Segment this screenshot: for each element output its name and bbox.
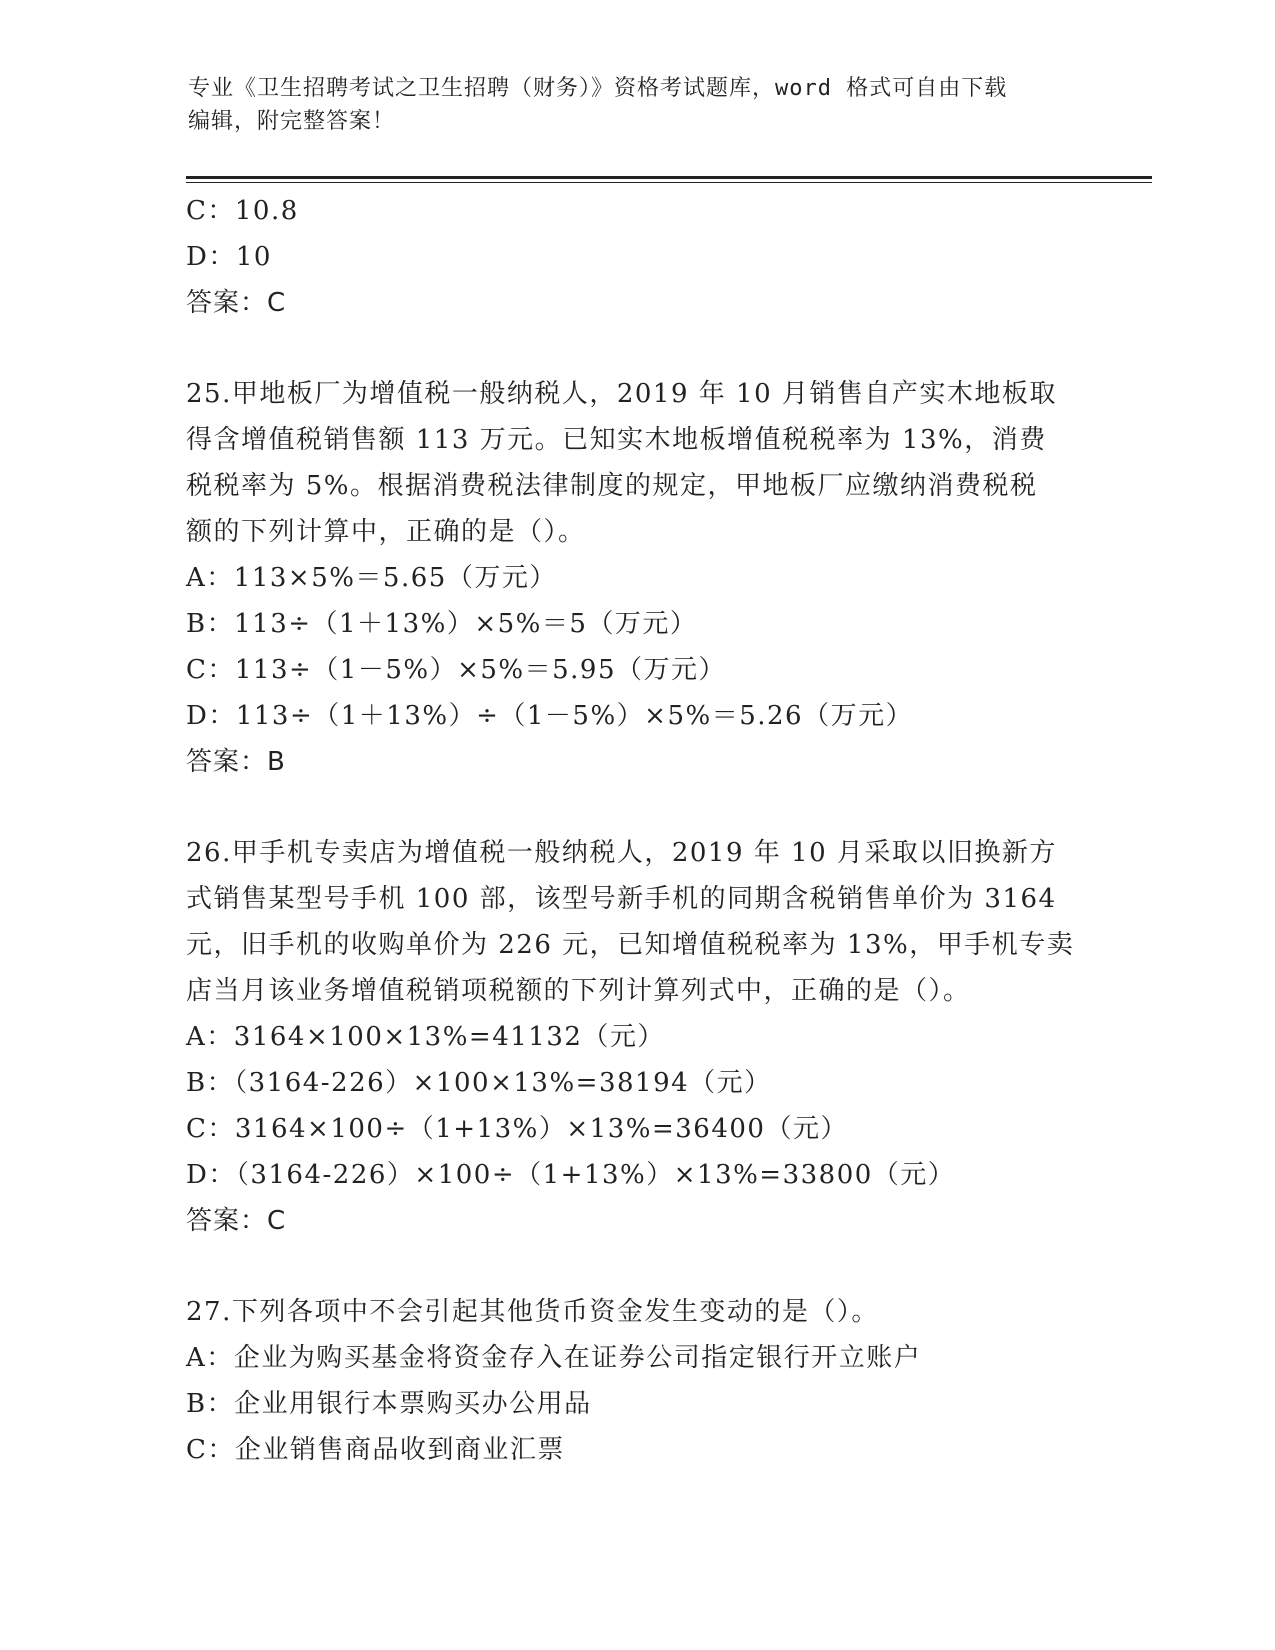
option-c: C：113÷（1－5%）×5%＝5.95（万元） — [186, 655, 727, 685]
header-rule-thin — [186, 182, 1152, 183]
option-d: D：10 — [186, 242, 272, 272]
question-block-26 — [186, 830, 1086, 1244]
option-c: C：3164×100÷（1+13%）×13%=36400（元） — [186, 1114, 848, 1144]
question-stem-line: 店当月该业务增值税销项税额的下列计算列式中，正确的是（）。 — [186, 976, 971, 1006]
option-d: D：（3164-226）×100÷（1+13%）×13%=33800（元） — [186, 1160, 956, 1190]
question-stem-line: 额的下列计算中，正确的是（）。 — [186, 517, 586, 547]
question-stem-line: 26.甲手机专卖店为增值税一般纳税人，2019 年 10 月采取以旧换新方 — [186, 838, 1057, 868]
question-stem-line: 27.下列各项中不会引起其他货币资金发生变动的是（）。 — [186, 1297, 879, 1327]
header-line-2: 编辑，附完整答案！ — [188, 109, 396, 134]
option-a: A：企业为购买基金将资金存入在证券公司指定银行开立账户 — [186, 1343, 922, 1373]
question-stem-line: 得含增值税销售额 113 万元。已知实木地板增值税税率为 13%，消费 — [186, 425, 1047, 455]
option-d: D：113÷（1＋13%）÷（1－5%）×5%＝5.26（万元） — [186, 701, 914, 731]
document-header — [188, 72, 1068, 138]
header-line-1: 专业《卫生招聘考试之卫生招聘（财务）》资格考试题库，word 格式可自由下载 — [188, 76, 1008, 101]
question-block-24 — [186, 188, 1086, 326]
option-b: B：企业用银行本票购买办公用品 — [186, 1389, 592, 1419]
question-stem-line: 25.甲地板厂为增值税一般纳税人，2019 年 10 月销售自产实木地板取 — [186, 379, 1057, 409]
question-stem-line: 税税率为 5%。根据消费税法律制度的规定，甲地板厂应缴纳消费税税 — [186, 471, 1038, 501]
question-content — [186, 188, 1086, 1473]
option-b: B：（3164-226）×100×13%=38194（元） — [186, 1068, 772, 1098]
answer-line: 答案：B — [186, 747, 286, 777]
question-stem-line: 元，旧手机的收购单价为 226 元，已知增值税税率为 13%，甲手机专卖 — [186, 930, 1075, 960]
option-a: A：113×5%＝5.65（万元） — [186, 563, 557, 593]
question-block-25 — [186, 371, 1086, 785]
option-c: C：10.8 — [186, 196, 299, 226]
question-block-27 — [186, 1289, 1086, 1473]
answer-line: 答案：C — [186, 1206, 287, 1236]
option-b: B：113÷（1＋13%）×5%＝5（万元） — [186, 609, 698, 639]
answer-line: 答案：C — [186, 288, 287, 318]
option-a: A：3164×100×13%=41132（元） — [186, 1022, 665, 1052]
question-stem-line: 式销售某型号手机 100 部，该型号新手机的同期含税销售单价为 3164 — [186, 884, 1057, 914]
header-rule-thick — [186, 176, 1152, 179]
option-c: C：企业销售商品收到商业汇票 — [186, 1435, 565, 1465]
